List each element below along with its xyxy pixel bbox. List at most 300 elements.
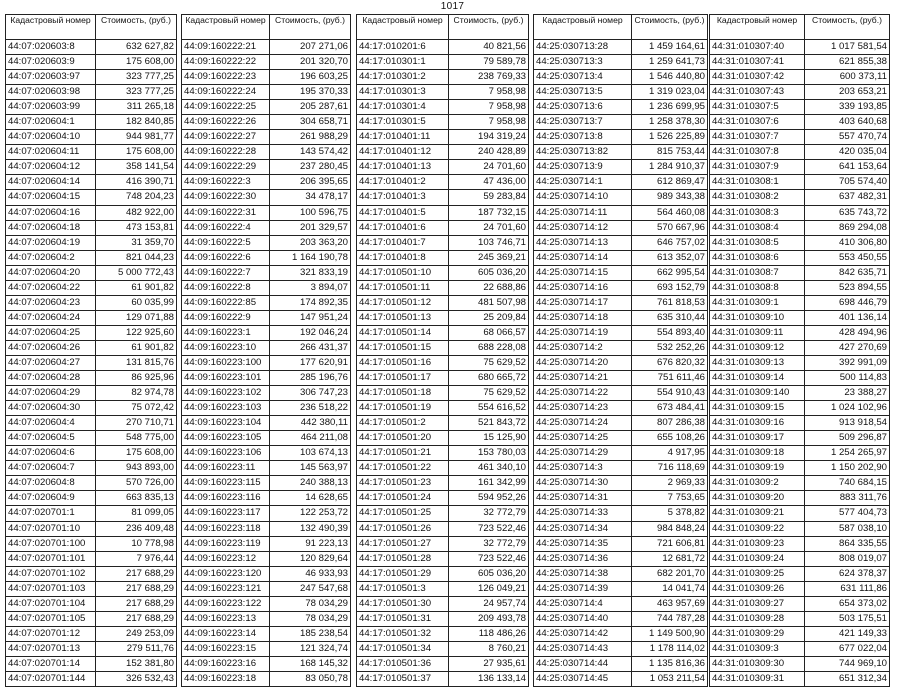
cadastral-number-cell: 44:31:010309:3 [710, 641, 805, 656]
table-row [6, 491, 177, 506]
cadastral-number-cell: 44:09:160223:119 [182, 536, 270, 551]
cadastral-number-cell: 44:17:010401:3 [357, 190, 449, 205]
cost-cell: 31 359,70 [96, 235, 177, 250]
cadastral-number-cell: 44:07:020604:25 [6, 325, 96, 340]
cost-cell: 131 815,76 [96, 355, 177, 370]
table-row [357, 566, 529, 581]
table-row [357, 325, 529, 340]
cost-cell: 554 616,52 [449, 401, 529, 416]
table-row [6, 130, 177, 145]
table-row [357, 70, 529, 85]
table-row [710, 265, 890, 280]
cadastral-number-cell: 44:31:010309:11 [710, 325, 805, 340]
cadastral-number-cell: 44:09:160223:105 [182, 431, 270, 446]
cadastral-number-cell: 44:09:160222:31 [182, 205, 270, 220]
cadastral-number-cell: 44:07:020701:12 [6, 626, 96, 641]
cadastral-number-cell: 44:07:020604:29 [6, 386, 96, 401]
table-row [534, 491, 708, 506]
cadastral-number-cell: 44:17:010501:26 [357, 521, 449, 536]
cost-cell: 421 149,33 [805, 626, 890, 641]
cost-cell: 655 108,26 [632, 431, 708, 446]
cadastral-number-cell: 44:17:010401:7 [357, 235, 449, 250]
cadastral-number-cell: 44:07:020604:27 [6, 355, 96, 370]
cadastral-number-cell: 44:17:010501:34 [357, 641, 449, 656]
table-row [534, 265, 708, 280]
table-row [357, 671, 529, 686]
table-row [710, 476, 890, 491]
cadastral-number-cell: 44:31:010309:20 [710, 491, 805, 506]
table-row [6, 626, 177, 641]
cost-cell: 554 910,43 [632, 386, 708, 401]
cadastral-number-cell: 44:17:010501:29 [357, 566, 449, 581]
table-row [710, 70, 890, 85]
cost-cell: 989 343,38 [632, 190, 708, 205]
cadastral-table [533, 14, 708, 687]
cadastral-number-cell: 44:09:160223:106 [182, 446, 270, 461]
table-row [182, 461, 351, 476]
cost-cell: 285 196,76 [270, 371, 351, 386]
table-row [710, 115, 890, 130]
table-row [710, 190, 890, 205]
table-header-row [710, 15, 890, 40]
table-row [710, 371, 890, 386]
table-row [710, 280, 890, 295]
table-row [357, 295, 529, 310]
cost-cell: 100 596,75 [270, 205, 351, 220]
cost-cell: 4 917,95 [632, 446, 708, 461]
cadastral-number-cell: 44:09:160223:1 [182, 325, 270, 340]
cost-cell: 34 478,17 [270, 190, 351, 205]
cost-cell: 236 409,48 [96, 521, 177, 536]
table-row [710, 355, 890, 370]
cost-cell: 59 283,84 [449, 190, 529, 205]
cadastral-number-cell: 44:07:020603:97 [6, 70, 96, 85]
cadastral-number-cell: 44:25:030714:34 [534, 521, 632, 536]
table-row [534, 160, 708, 175]
table-row [357, 656, 529, 671]
table-row [6, 205, 177, 220]
table-row [357, 551, 529, 566]
cost-cell: 209 493,78 [449, 611, 529, 626]
cost-cell: 401 136,14 [805, 310, 890, 325]
cadastral-number-cell: 44:17:010501:31 [357, 611, 449, 626]
cadastral-number-cell: 44:09:160223:12 [182, 551, 270, 566]
table-row [534, 340, 708, 355]
table-row [6, 175, 177, 190]
cadastral-number-cell: 44:25:030714:11 [534, 205, 632, 220]
table-row [357, 280, 529, 295]
cost-cell: 410 306,80 [805, 235, 890, 250]
table-row [710, 250, 890, 265]
cost-cell: 635 310,44 [632, 310, 708, 325]
cadastral-number-cell: 44:31:010307:6 [710, 115, 805, 130]
cost-cell: 1 258 378,30 [632, 115, 708, 130]
cadastral-number-cell: 44:31:010307:9 [710, 160, 805, 175]
cost-cell: 78 034,29 [270, 611, 351, 626]
table-row [6, 521, 177, 536]
cost-cell: 7 958,98 [449, 100, 529, 115]
cadastral-number-cell: 44:17:010501:22 [357, 461, 449, 476]
table-row [6, 476, 177, 491]
cadastral-table-3 [356, 14, 529, 687]
cadastral-number-cell: 44:25:030714:15 [534, 265, 632, 280]
table-row [534, 40, 708, 55]
cost-cell: 1 164 190,78 [270, 250, 351, 265]
table-row [534, 431, 708, 446]
cadastral-number-cell: 44:31:010307:41 [710, 55, 805, 70]
table-row [6, 70, 177, 85]
cadastral-number-cell: 44:17:010501:20 [357, 431, 449, 446]
table-row [357, 641, 529, 656]
table-row [534, 641, 708, 656]
cadastral-number-cell: 44:31:010309:18 [710, 446, 805, 461]
cadastral-number-cell: 44:09:160223:118 [182, 521, 270, 536]
table-row [534, 70, 708, 85]
cost-cell: 473 153,81 [96, 220, 177, 235]
cadastral-table [5, 14, 177, 687]
cost-cell: 217 688,29 [96, 611, 177, 626]
table-row [182, 325, 351, 340]
cadastral-number-cell: 44:07:020604:5 [6, 431, 96, 446]
cost-cell: 185 238,54 [270, 626, 351, 641]
cadastral-number-cell: 44:25:030714:35 [534, 536, 632, 551]
table-row [710, 40, 890, 55]
cadastral-number-cell: 44:07:020603:99 [6, 100, 96, 115]
cost-cell: 266 431,37 [270, 340, 351, 355]
cadastral-number-cell: 44:31:010307:7 [710, 130, 805, 145]
cost-cell: 153 780,03 [449, 446, 529, 461]
table-row [6, 671, 177, 686]
header-cost: Стоимость, (руб.) [270, 15, 351, 40]
table-row [710, 596, 890, 611]
cost-cell: 744 969,10 [805, 656, 890, 671]
cost-cell: 481 507,98 [449, 295, 529, 310]
table-row [710, 145, 890, 160]
cost-cell: 641 153,64 [805, 160, 890, 175]
cadastral-number-cell: 44:07:020604:16 [6, 205, 96, 220]
cost-cell: 203 363,20 [270, 235, 351, 250]
table-row [534, 416, 708, 431]
header-cost: Стоимость, (руб.) [632, 15, 708, 40]
table-row [357, 340, 529, 355]
cadastral-number-cell: 44:09:160222:23 [182, 70, 270, 85]
cadastral-number-cell: 44:31:010307:5 [710, 100, 805, 115]
cost-cell: 427 270,69 [805, 340, 890, 355]
header-cadastral-number: Кадастровый номер [357, 15, 449, 40]
cost-cell: 61 901,82 [96, 280, 177, 295]
table-row [710, 551, 890, 566]
cost-cell: 662 995,54 [632, 265, 708, 280]
table-row [6, 235, 177, 250]
cadastral-number-cell: 44:25:030713:5 [534, 85, 632, 100]
cadastral-number-cell: 44:17:010401:13 [357, 160, 449, 175]
table-row [710, 325, 890, 340]
cost-cell: 192 046,24 [270, 325, 351, 340]
cadastral-number-cell: 44:17:010401:6 [357, 220, 449, 235]
table-row [6, 461, 177, 476]
cost-cell: 654 373,02 [805, 596, 890, 611]
cadastral-number-cell: 44:25:030714:40 [534, 611, 632, 626]
cost-cell: 2 969,33 [632, 476, 708, 491]
cadastral-number-cell: 44:17:010501:12 [357, 295, 449, 310]
table-row [357, 115, 529, 130]
cost-cell: 676 820,32 [632, 355, 708, 370]
cost-cell: 416 390,71 [96, 175, 177, 190]
cadastral-number-cell: 44:17:010301:2 [357, 70, 449, 85]
cost-cell: 129 071,88 [96, 310, 177, 325]
cadastral-number-cell: 44:09:160222:5 [182, 235, 270, 250]
table-row [182, 100, 351, 115]
table-row [534, 220, 708, 235]
cadastral-number-cell: 44:07:020701:103 [6, 581, 96, 596]
cadastral-number-cell: 44:31:010309:29 [710, 626, 805, 641]
cadastral-number-cell: 44:09:160222:29 [182, 160, 270, 175]
table-row [710, 521, 890, 536]
table-row [6, 115, 177, 130]
cost-cell: 613 352,07 [632, 250, 708, 265]
cadastral-number-cell: 44:25:030714:2 [534, 340, 632, 355]
cadastral-number-cell: 44:31:010309:10 [710, 310, 805, 325]
table-row [534, 175, 708, 190]
table-row [710, 656, 890, 671]
cost-cell: 564 460,08 [632, 205, 708, 220]
table-row [6, 506, 177, 521]
table-row [6, 401, 177, 416]
cost-cell: 175 608,00 [96, 55, 177, 70]
cost-cell: 392 991,09 [805, 355, 890, 370]
table-row [534, 566, 708, 581]
cadastral-number-cell: 44:07:020701:144 [6, 671, 96, 686]
cadastral-table-5 [709, 14, 890, 687]
cost-cell: 152 381,80 [96, 656, 177, 671]
cost-cell: 1 319 023,04 [632, 85, 708, 100]
cost-cell: 523 894,55 [805, 280, 890, 295]
cost-cell: 32 772,79 [449, 536, 529, 551]
table-row [534, 521, 708, 536]
table-row [710, 205, 890, 220]
cost-cell: 206 395,65 [270, 175, 351, 190]
cadastral-number-cell: 44:25:030714:4 [534, 596, 632, 611]
cost-cell: 24 957,74 [449, 596, 529, 611]
table-row [6, 431, 177, 446]
table-row [357, 100, 529, 115]
cadastral-table [709, 14, 890, 687]
table-row [6, 371, 177, 386]
cadastral-number-cell: 44:07:020604:30 [6, 401, 96, 416]
table-row [182, 446, 351, 461]
cadastral-number-cell: 44:31:010309:23 [710, 536, 805, 551]
cadastral-number-cell: 44:25:030713:3 [534, 55, 632, 70]
cost-cell: 503 175,51 [805, 611, 890, 626]
cost-cell: 883 311,76 [805, 491, 890, 506]
cost-cell: 174 892,35 [270, 295, 351, 310]
cadastral-number-cell: 44:09:160222:27 [182, 130, 270, 145]
cost-cell: 1 053 211,54 [632, 671, 708, 686]
cost-cell: 1 149 500,90 [632, 626, 708, 641]
cadastral-number-cell: 44:09:160222:22 [182, 55, 270, 70]
cadastral-number-cell: 44:31:010307:8 [710, 145, 805, 160]
table-row [710, 220, 890, 235]
cadastral-number-cell: 44:17:010301:4 [357, 100, 449, 115]
cadastral-number-cell: 44:25:030714:17 [534, 295, 632, 310]
table-row [534, 325, 708, 340]
cadastral-number-cell: 44:31:010309:27 [710, 596, 805, 611]
cost-cell: 247 547,68 [270, 581, 351, 596]
cadastral-number-cell: 44:25:030714:22 [534, 386, 632, 401]
table-row [182, 401, 351, 416]
cadastral-number-cell: 44:31:010309:2 [710, 476, 805, 491]
cost-cell: 869 294,08 [805, 220, 890, 235]
cadastral-number-cell: 44:25:030714:19 [534, 325, 632, 340]
cadastral-number-cell: 44:31:010308:7 [710, 265, 805, 280]
cadastral-number-cell: 44:09:160222:7 [182, 265, 270, 280]
cost-cell: 126 049,21 [449, 581, 529, 596]
cadastral-number-cell: 44:25:030713:82 [534, 145, 632, 160]
cost-cell: 442 380,11 [270, 416, 351, 431]
table-row [6, 581, 177, 596]
cadastral-number-cell: 44:09:160223:14 [182, 626, 270, 641]
table-row [182, 371, 351, 386]
cadastral-number-cell: 44:07:020604:8 [6, 476, 96, 491]
cadastral-number-cell: 44:25:030714:31 [534, 491, 632, 506]
table-row [182, 250, 351, 265]
cost-cell: 22 688,86 [449, 280, 529, 295]
cost-cell: 532 252,26 [632, 340, 708, 355]
table-row [6, 611, 177, 626]
table-row [357, 220, 529, 235]
cadastral-number-cell: 44:07:020701:14 [6, 656, 96, 671]
cost-cell: 744 787,28 [632, 611, 708, 626]
cost-cell: 8 760,21 [449, 641, 529, 656]
table-row [357, 85, 529, 100]
cost-cell: 201 329,57 [270, 220, 351, 235]
cadastral-number-cell: 44:17:010501:37 [357, 671, 449, 686]
cost-cell: 463 957,69 [632, 596, 708, 611]
cadastral-number-cell: 44:31:010309:31 [710, 671, 805, 686]
cost-cell: 326 532,43 [96, 671, 177, 686]
cost-cell: 203 653,21 [805, 85, 890, 100]
table-row [357, 581, 529, 596]
cost-cell: 68 066,57 [449, 325, 529, 340]
cadastral-number-cell: 44:25:030714:45 [534, 671, 632, 686]
cost-cell: 304 658,71 [270, 115, 351, 130]
cost-cell: 815 753,44 [632, 145, 708, 160]
table-row [357, 476, 529, 491]
cadastral-number-cell: 44:31:010309:15 [710, 401, 805, 416]
cadastral-number-cell: 44:17:010501:21 [357, 446, 449, 461]
cadastral-number-cell: 44:31:010307:42 [710, 70, 805, 85]
header-cadastral-number: Кадастровый номер [182, 15, 270, 40]
table-row [357, 401, 529, 416]
table-row [534, 476, 708, 491]
cadastral-number-cell: 44:17:010501:30 [357, 596, 449, 611]
cadastral-table [181, 14, 351, 687]
table-row [182, 145, 351, 160]
table-row [534, 611, 708, 626]
table-row [182, 566, 351, 581]
cadastral-number-cell: 44:25:030714:29 [534, 446, 632, 461]
table-row [182, 40, 351, 55]
cost-cell: 461 340,10 [449, 461, 529, 476]
cadastral-number-cell: 44:17:010501:32 [357, 626, 449, 641]
table-row [6, 656, 177, 671]
table-row [534, 506, 708, 521]
table-row [6, 446, 177, 461]
cost-cell: 500 114,83 [805, 371, 890, 386]
cost-cell: 321 833,19 [270, 265, 351, 280]
cadastral-number-cell: 44:07:020604:26 [6, 340, 96, 355]
cost-cell: 1 236 699,95 [632, 100, 708, 115]
cost-cell: 194 319,24 [449, 130, 529, 145]
cost-cell: 637 482,31 [805, 190, 890, 205]
cadastral-number-cell: 44:31:010308:6 [710, 250, 805, 265]
table-row [182, 115, 351, 130]
table-row [534, 386, 708, 401]
table-row [357, 491, 529, 506]
cost-cell: 132 490,39 [270, 521, 351, 536]
cadastral-number-cell: 44:25:030713:7 [534, 115, 632, 130]
cadastral-number-cell: 44:25:030714:18 [534, 310, 632, 325]
cadastral-table-2 [181, 14, 351, 687]
cadastral-number-cell: 44:07:020701:10 [6, 521, 96, 536]
cadastral-number-cell: 44:07:020604:7 [6, 461, 96, 476]
cadastral-table-1 [5, 14, 177, 687]
cost-cell: 147 951,24 [270, 310, 351, 325]
cost-cell: 168 145,32 [270, 656, 351, 671]
cost-cell: 1 284 910,37 [632, 160, 708, 175]
table-row [182, 671, 351, 686]
cadastral-number-cell: 44:07:020603:8 [6, 40, 96, 55]
cadastral-number-cell: 44:09:160222:8 [182, 280, 270, 295]
table-row [710, 611, 890, 626]
cost-cell: 1 546 440,80 [632, 70, 708, 85]
cost-cell: 1 024 102,96 [805, 401, 890, 416]
cadastral-number-cell: 44:31:010308:3 [710, 205, 805, 220]
cadastral-number-cell: 44:25:030713:4 [534, 70, 632, 85]
cadastral-number-cell: 44:07:020701:101 [6, 551, 96, 566]
cost-cell: 143 574,42 [270, 145, 351, 160]
cadastral-number-cell: 44:07:020604:10 [6, 130, 96, 145]
cadastral-number-cell: 44:31:010309:17 [710, 431, 805, 446]
cadastral-number-cell: 44:25:030714:1 [534, 175, 632, 190]
cost-cell: 594 952,26 [449, 491, 529, 506]
cost-cell: 761 818,53 [632, 295, 708, 310]
cadastral-number-cell: 44:17:010501:17 [357, 371, 449, 386]
cost-cell: 632 627,82 [96, 40, 177, 55]
cost-cell: 807 286,38 [632, 416, 708, 431]
cadastral-number-cell: 44:31:010309:12 [710, 340, 805, 355]
cost-cell: 509 296,87 [805, 431, 890, 446]
table-row [710, 431, 890, 446]
table-row [182, 416, 351, 431]
table-row [357, 130, 529, 145]
cost-cell: 403 640,68 [805, 115, 890, 130]
cost-cell: 557 470,74 [805, 130, 890, 145]
cost-cell: 5 378,82 [632, 506, 708, 521]
cadastral-number-cell: 44:25:030714:3 [534, 461, 632, 476]
table-row [182, 641, 351, 656]
cadastral-number-cell: 44:17:010501:27 [357, 536, 449, 551]
cadastral-number-cell: 44:09:160223:16 [182, 656, 270, 671]
cadastral-number-cell: 44:07:020604:11 [6, 145, 96, 160]
cadastral-number-cell: 44:31:010309:1 [710, 295, 805, 310]
table-row [357, 355, 529, 370]
cadastral-number-cell: 44:07:020604:28 [6, 371, 96, 386]
table-row [182, 70, 351, 85]
cadastral-number-cell: 44:25:030714:20 [534, 355, 632, 370]
cadastral-number-cell: 44:07:020701:13 [6, 641, 96, 656]
cost-cell: 217 688,29 [96, 596, 177, 611]
